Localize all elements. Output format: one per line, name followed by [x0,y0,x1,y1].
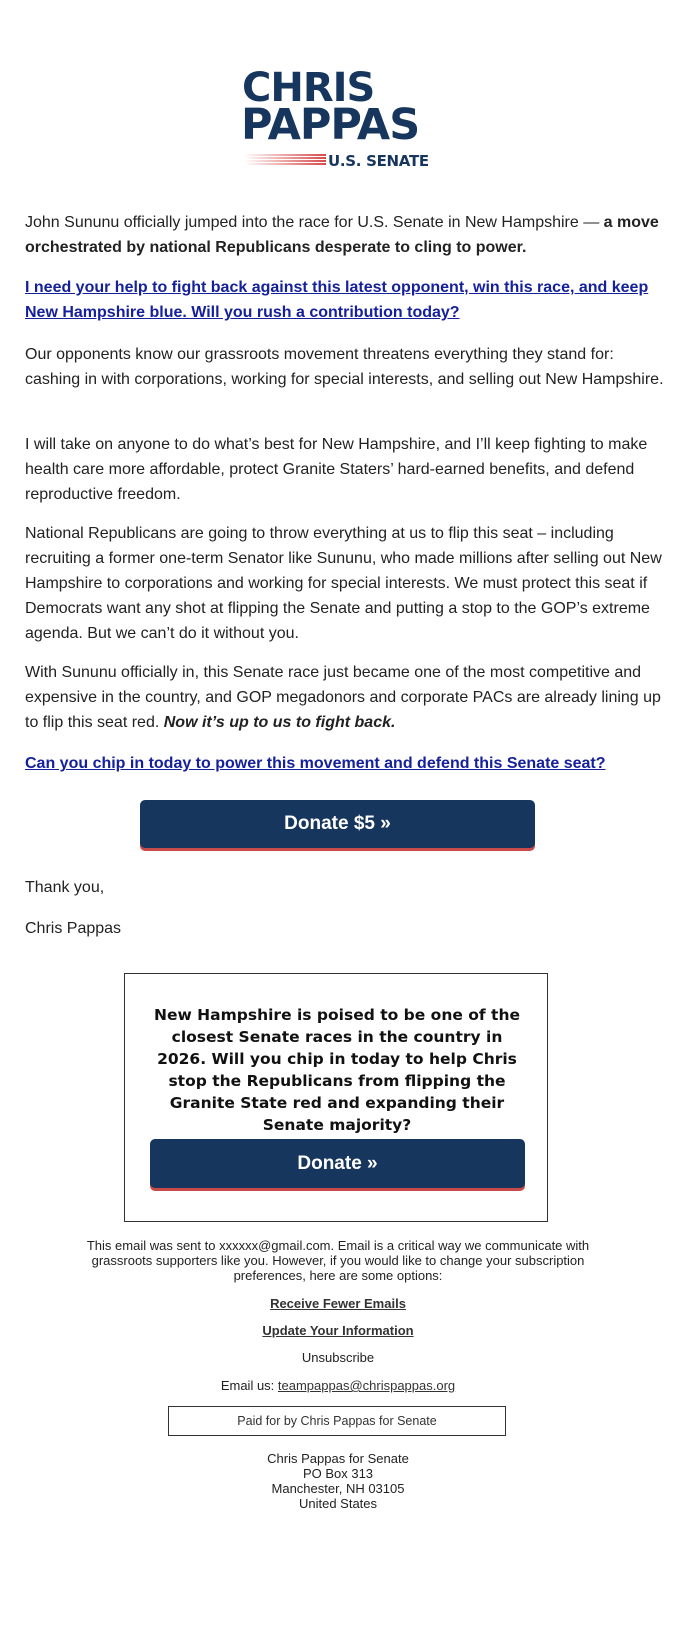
intro-paragraph [25,210,665,260]
signature-block [25,916,665,941]
contribution-link[interactable]: I need your help to fight back against this latest opponent, win this race, and keep New Hampshire blue. Will you rush a contribution today? [25,279,649,321]
email-us-address-link[interactable]: teampappas@chrispappas.org [277,1378,456,1393]
promo-text: New Hampshire is poised to be one of the closest Senate races in the country in 2026. Will you chip in today to help Chris stop the Republicans from flipping the Granite State red and expanding their Senate majority? [153,1006,521,1134]
body-paragraph-4 [25,521,665,646]
email-us-label: Email us: [220,1378,278,1393]
intro-bold-text: a move orchestrated by national Republicans desperate to cling to power. [25,214,659,256]
chip-in-link[interactable]: Can you chip in today to power this movement and defend this Senate seat? [25,755,606,772]
paid-for-disclaimer [168,1406,506,1436]
body-paragraph-2 [25,342,665,392]
address-city: Manchester, NH 03105 [271,1481,405,1496]
paragraph-opponents: Our opponents know our grassroots movement threatens everything they stand for: cashing in with corporations, working for special interests, and selling out New Hampshire. [25,346,664,388]
mailing-address [200,1451,476,1511]
body-paragraph-5 [25,660,665,735]
intro-text: John Sununu officially jumped into the race for U.S. Senate in New Hampshire — [25,214,604,231]
address-po-box: PO Box 313 [302,1466,374,1481]
receive-fewer-emails-link[interactable]: Receive Fewer Emails [270,1296,406,1311]
footer-email-us [60,1378,616,1393]
thank-you-text: Thank you, [25,879,105,896]
paragraph-sununu-in: With Sununu officially in, this Senate race just became one of the most competitive and expensive in the country, and GOP megadonors and corporate PACs are already lining up to flip this seat red. [25,664,661,731]
logo-tagline: U.S. SENATE [328,152,429,170]
update-information-link[interactable]: Update Your Information [262,1323,414,1338]
closing [25,875,665,900]
paid-for-text: Paid for by Chris Pappas for Senate [237,1414,437,1428]
address-name: Chris Pappas for Senate [267,1451,409,1466]
paragraph-national-republicans: National Republicans are going to throw everything at us to flip this seat – including recruiting a former one-term Senator like Sununu, who made millions after selling out New Hampshire to corporations and working for special interests. We must protect this seat if Democrats want any shot at flipping the Senate and putting a stop to the GOP’s extreme agenda. But we can’t do it without you. [25,525,662,642]
cta-link-paragraph-1 [25,275,665,325]
logo-stripes-icon [244,154,326,168]
body-paragraph-3 [25,432,665,507]
cta-link-paragraph-2 [25,751,665,776]
promo-box [124,973,548,1222]
paragraph-take-on-anyone: I will take on anyone to do what’s best for New Hampshire, and I’ll keep fighting to make health care more affordable, protect Granite Staters’ hard-earned benefits, and defend reproductive freedom. [25,436,648,503]
footer-notice: This email was sent to xxxxxx@gmail.com. Email is a critical way we communicate with grassroots supporters like you. However, if you would like to change your subscription preferences, here are some options: [86,1238,590,1283]
footer-update-info [60,1323,616,1338]
footer-unsubscribe [60,1350,616,1365]
promo-donate-button[interactable]: Donate » [150,1139,525,1188]
unsubscribe-link[interactable]: Unsubscribe [301,1350,375,1365]
logo-first-name: CHRIS [242,65,375,111]
address-country: United States [298,1496,378,1511]
campaign-logo [242,66,442,176]
logo-last-name: PAPPAS [241,100,420,150]
footer-fewer-emails [60,1296,616,1311]
fight-back-emphasis: Now it’s up to us to fight back. [163,714,396,731]
donate-5-button[interactable]: Donate $5 » [140,800,535,848]
signature-name: Chris Pappas [25,920,122,937]
